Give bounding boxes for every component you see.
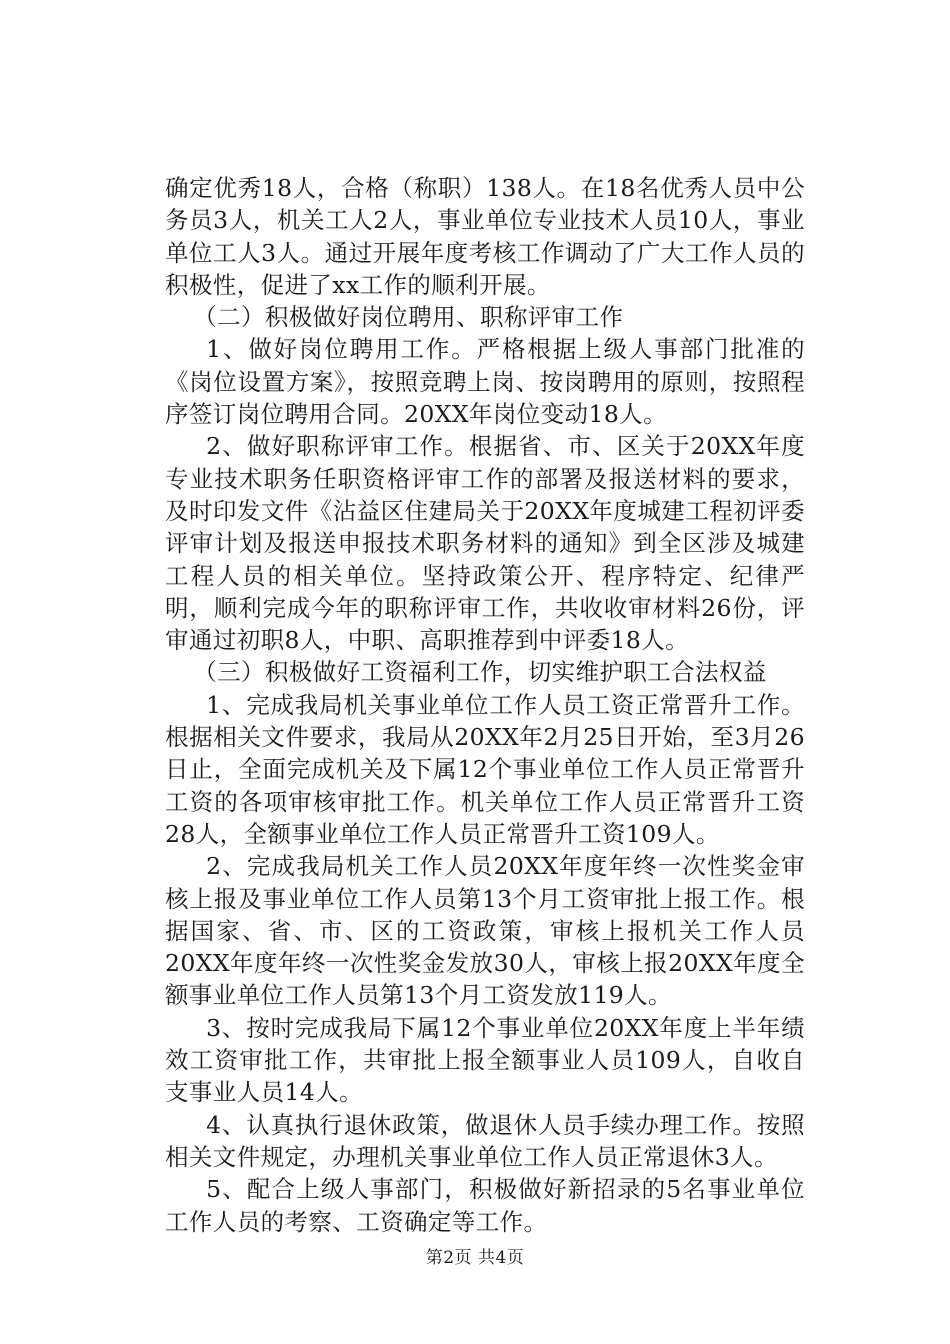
paragraph-year-end-bonus: 2、完成我局机关工作人员20XX年度年终一次性奖金审核上报及事业单位工作人员第13个月工资审批上报工作。根据国家、省、市、区的工资政策，审核上报机关工作人员20XX年度年终一次性奖金发放30人，审核上报20XX年度全额事业单位工作人员第13个月工资发放119人。	[165, 852, 805, 1010]
paragraph-title-review: 2、做好职称评审工作。根据省、市、区关于20XX年度专业技术职务任职资格评审工作的部署及报送材料的要求，及时印发文件《沾益区住建局关于20XX年度城建工程初评委评审计划及报送申报技术职务材料的通知》到全区涉及城建工程人员的相关单位。坚持政策公开、程序特定、纪律严明，顺利完成今年的职称评审工作，共收收审材料26份，评审通过初职8人，中职、高职推荐到中评委18人。	[165, 432, 805, 655]
section-heading-3: （三）积极做好工资福利工作，切实维护职工合法权益	[193, 658, 767, 687]
paragraph-continuation: 确定优秀18人，合格（称职）138人。在18名优秀人员中公务员3人，机关工人2人，事业单位专业技术人员10人，事业单位工人3人。通过开展年度考核工作调动了广大工作人员的积极性，促进了xx工作的顺利开展。	[165, 174, 805, 299]
paragraph-retirement: 4、认真执行退休政策，做退休人员手续办理工作。按照相关文件规定，办理机关事业单位工作人员正常退休3人。	[165, 1110, 805, 1171]
paragraph-salary-promotion: 1、完成我局机关事业单位工作人员工资正常晋升工作。根据相关文件要求，我局从20XX年2月25日开始，至3月26日止，全面完成机关及下属12个事业单位工作人员正常晋升工资的各项审核审批工作。机关单位工作人员正常晋升工资28人，全额事业单位工作人员正常晋升工资109人。	[165, 690, 805, 848]
paragraph-new-recruits: 5、配合上级人事部门，积极做好新招录的5名事业单位工作人员的考察、工资确定等工作。	[165, 1175, 805, 1236]
page-footer: 第2页 共4页	[425, 1248, 525, 1268]
document-body	[165, 172, 805, 1238]
paragraph-performance-pay: 3、按时完成我局下属12个事业单位20XX年度上半年绩效工资审批工作，共审批上报全额事业人员109人，自收自支事业人员14人。	[165, 1013, 805, 1107]
section-heading-2: （二）积极做好岗位聘用、职称评审工作	[193, 303, 624, 332]
paragraph-job-appointment: 1、做好岗位聘用工作。严格根据上级人事部门批准的《岗位设置方案》，按照竞聘上岗、按岗聘用的原则，按照程序签订岗位聘用合同。20XX年岗位变动18人。	[165, 335, 805, 429]
